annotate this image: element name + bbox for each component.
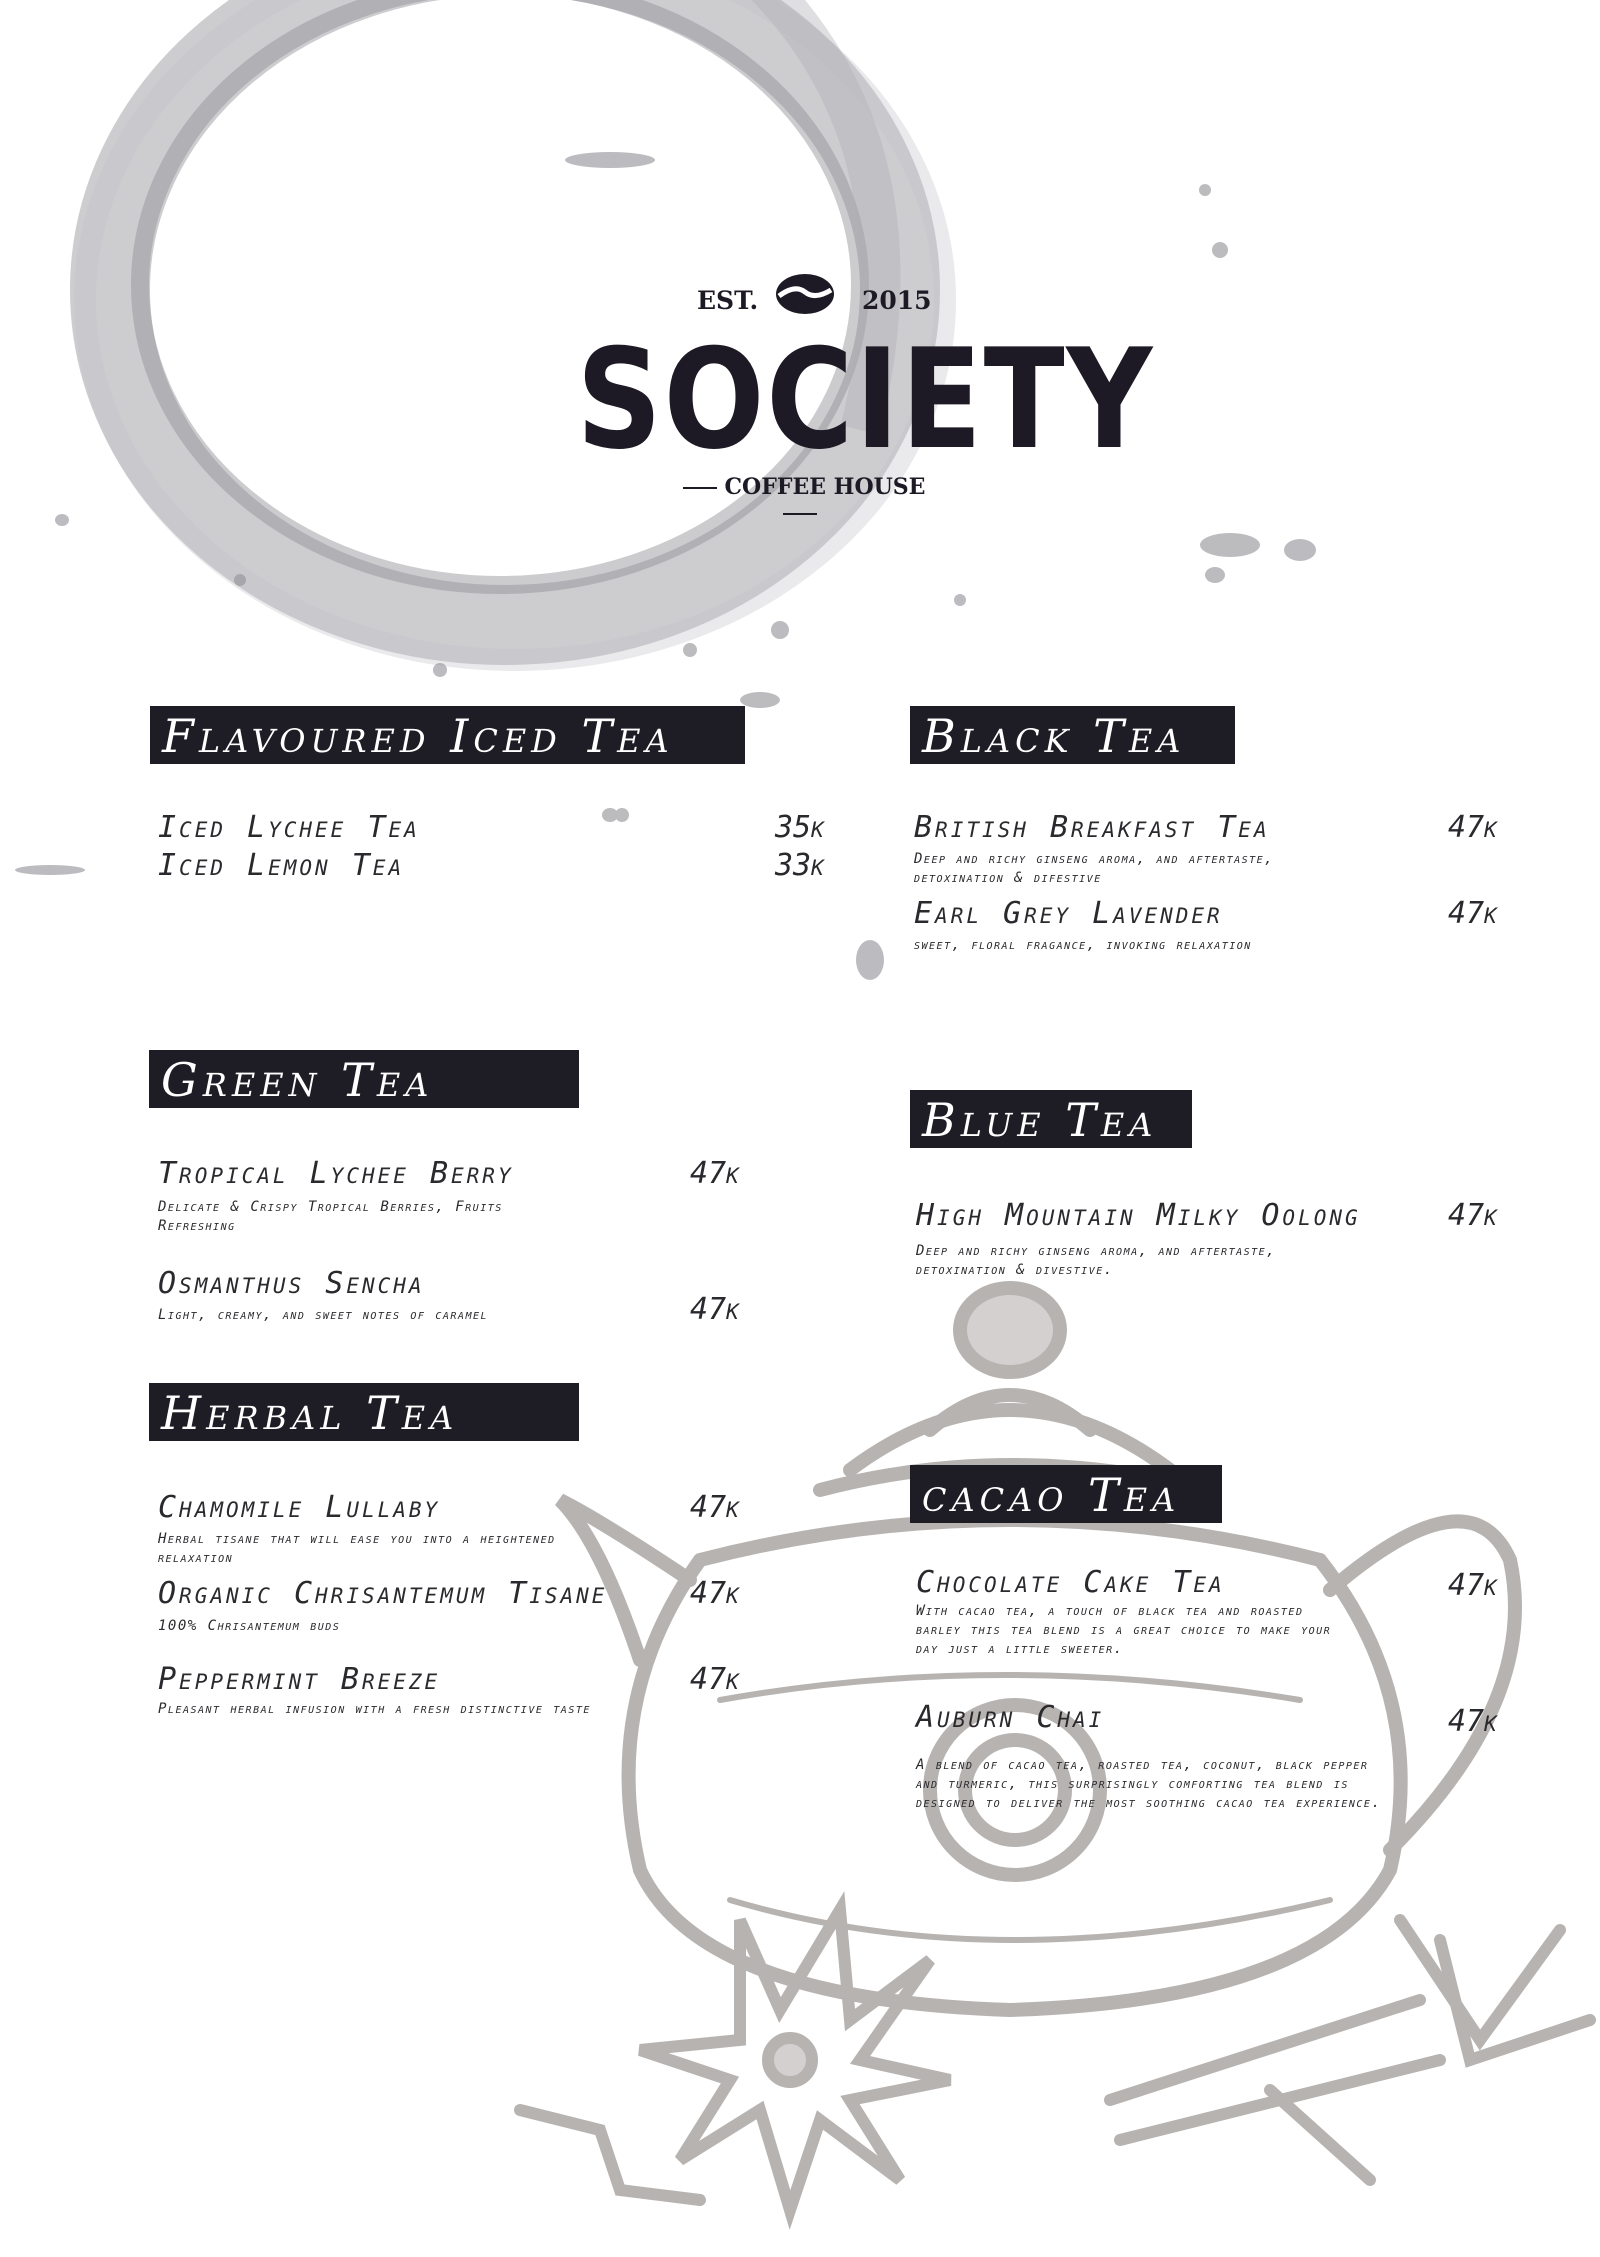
section-title: Green Tea (149, 1050, 579, 1108)
item-name: Auburn Chai (916, 1700, 1105, 1735)
item-description: Herbal tisane that will ease you into a heightened relaxation (158, 1531, 556, 1566)
item-name: Chocolate Cake Tea (916, 1565, 1225, 1600)
item-price: 47k (1448, 1198, 1497, 1233)
est-year: 2015 (862, 286, 932, 315)
item-price: 33k (775, 848, 824, 883)
item-price: 47k (690, 1156, 739, 1191)
botanical-decoration (520, 1910, 1590, 2210)
item-description: Light, creamy, and sweet notes of caramel (158, 1307, 489, 1323)
item-name: Peppermint Breeze (158, 1662, 441, 1697)
item-name: Organic Chrisantemum Tisane (158, 1576, 608, 1611)
item-description: Deep and richy ginseng aroma, and aftertaste, detoxination & difestive (914, 851, 1275, 886)
section-title: cacao Tea (910, 1465, 1222, 1523)
item-name: Iced Lychee Tea (158, 810, 420, 845)
section-title: Blue Tea (910, 1090, 1192, 1148)
brand-name: SOCIETY (576, 319, 1155, 480)
est-label: EST. (697, 286, 759, 315)
item-description: sweet, floral fragance, invoking relaxation (914, 937, 1252, 953)
coffee-bean-icon (773, 270, 837, 318)
item-description: With cacao tea, a touch of black tea and roasted barley this tea blend is a great choice to make your day just a little sweeter. (916, 1603, 1332, 1657)
section-title: Black Tea (910, 706, 1235, 764)
item-name: High Mountain Milky Oolong (916, 1198, 1361, 1233)
item-price: 35k (775, 810, 824, 845)
item-description: Delicate & Crispy Tropical Berries, Fruits Refreshing (158, 1199, 503, 1234)
item-price: 47k (690, 1292, 739, 1327)
item-description: Deep and richy ginseng aroma, and aftertaste, detoxination & divestive. (916, 1243, 1277, 1278)
item-price: 47k (1448, 810, 1497, 845)
section-title: Herbal Tea (149, 1383, 579, 1441)
brand-subtitle: COFFEE HOUSE (660, 474, 940, 526)
item-name: Chamomile Lullaby (158, 1490, 441, 1525)
item-price: 47k (690, 1662, 739, 1697)
item-price: 47k (1448, 1704, 1497, 1739)
item-name: Earl Grey Lavender (914, 896, 1223, 931)
item-name: Osmanthus Sencha (158, 1266, 425, 1301)
item-name: British Breakfast Tea (914, 810, 1270, 845)
item-price: 47k (1448, 1568, 1497, 1603)
item-description: Pleasant herbal infusion with a fresh distinctive taste (158, 1701, 591, 1717)
item-name: Iced Lemon Tea (158, 848, 405, 883)
item-price: 47k (690, 1576, 739, 1611)
item-description: 100% Chrisantemum buds (158, 1618, 341, 1634)
item-name: Tropical Lychee Berry (158, 1156, 514, 1191)
section-title: Flavoured Iced Tea (150, 706, 745, 764)
item-description: A blend of cacao tea, roasted tea, coconut, black pepper and turmeric, this surprisingly comforting tea blend is designed to deliver the most soothing cacao tea experience. (916, 1757, 1382, 1811)
item-price: 47k (1448, 896, 1497, 931)
item-price: 47k (690, 1490, 739, 1525)
